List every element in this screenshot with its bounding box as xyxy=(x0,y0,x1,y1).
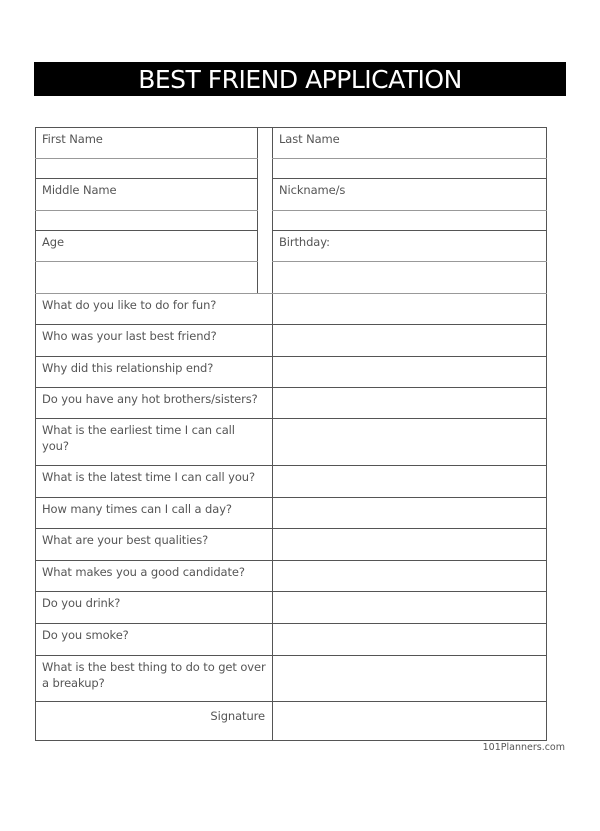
answer-field[interactable] xyxy=(273,388,546,418)
age-label: Age xyxy=(42,235,64,249)
answer-field[interactable] xyxy=(273,624,546,655)
answer-field[interactable] xyxy=(273,325,546,356)
signature-field[interactable] xyxy=(273,702,546,740)
question-label: What are your best qualities? xyxy=(42,533,209,547)
answer-field[interactable] xyxy=(273,498,546,528)
question-label: Who was your last best friend? xyxy=(42,329,217,343)
form-border-bottom xyxy=(35,740,547,741)
question-label: What is the latest time I can call you? xyxy=(42,470,255,484)
answer-field[interactable] xyxy=(273,294,546,324)
question-label: What makes you a good candidate? xyxy=(42,565,245,579)
question-label: Do you have any hot brothers/sisters? xyxy=(42,392,258,406)
divider xyxy=(272,230,547,231)
answer-field[interactable] xyxy=(273,466,546,497)
form-border-top xyxy=(35,127,547,128)
answer-field[interactable] xyxy=(273,357,546,387)
nickname-label: Nickname/s xyxy=(279,183,346,197)
answer-field[interactable] xyxy=(273,561,546,591)
application-form xyxy=(35,127,547,741)
answer-field[interactable] xyxy=(273,529,546,560)
signature-label: Signature xyxy=(210,709,265,723)
first-name-field[interactable] xyxy=(36,159,257,178)
answer-field[interactable] xyxy=(273,592,546,623)
question-label: What is the best thing to do to get over a breakup? xyxy=(42,660,266,690)
birthday-label: Birthday: xyxy=(279,235,330,249)
divider xyxy=(272,178,547,179)
question-label: How many times can I call a day? xyxy=(42,502,232,516)
question-label: Do you smoke? xyxy=(42,628,129,642)
answer-field[interactable] xyxy=(273,656,546,701)
last-name-field[interactable] xyxy=(273,159,546,178)
first-name-label: First Name xyxy=(42,132,103,146)
age-field[interactable] xyxy=(36,262,257,293)
footer-brand: 101Planners.com xyxy=(482,742,565,753)
question-label: Do you drink? xyxy=(42,596,121,610)
last-name-label: Last Name xyxy=(279,132,340,146)
answer-field[interactable] xyxy=(273,419,546,465)
question-label: Why did this relationship end? xyxy=(42,361,214,375)
divider xyxy=(35,178,258,179)
middle-name-label: Middle Name xyxy=(42,183,117,197)
middle-name-field[interactable] xyxy=(36,211,257,230)
question-label: What do you like to do for fun? xyxy=(42,298,217,312)
divider xyxy=(35,230,258,231)
question-label: What is the earliest time I can call you? xyxy=(42,423,235,453)
page-title: BEST FRIEND APPLICATION xyxy=(34,62,566,96)
birthday-field[interactable] xyxy=(273,262,546,293)
nickname-field[interactable] xyxy=(273,211,546,230)
form-border-right xyxy=(546,127,547,741)
